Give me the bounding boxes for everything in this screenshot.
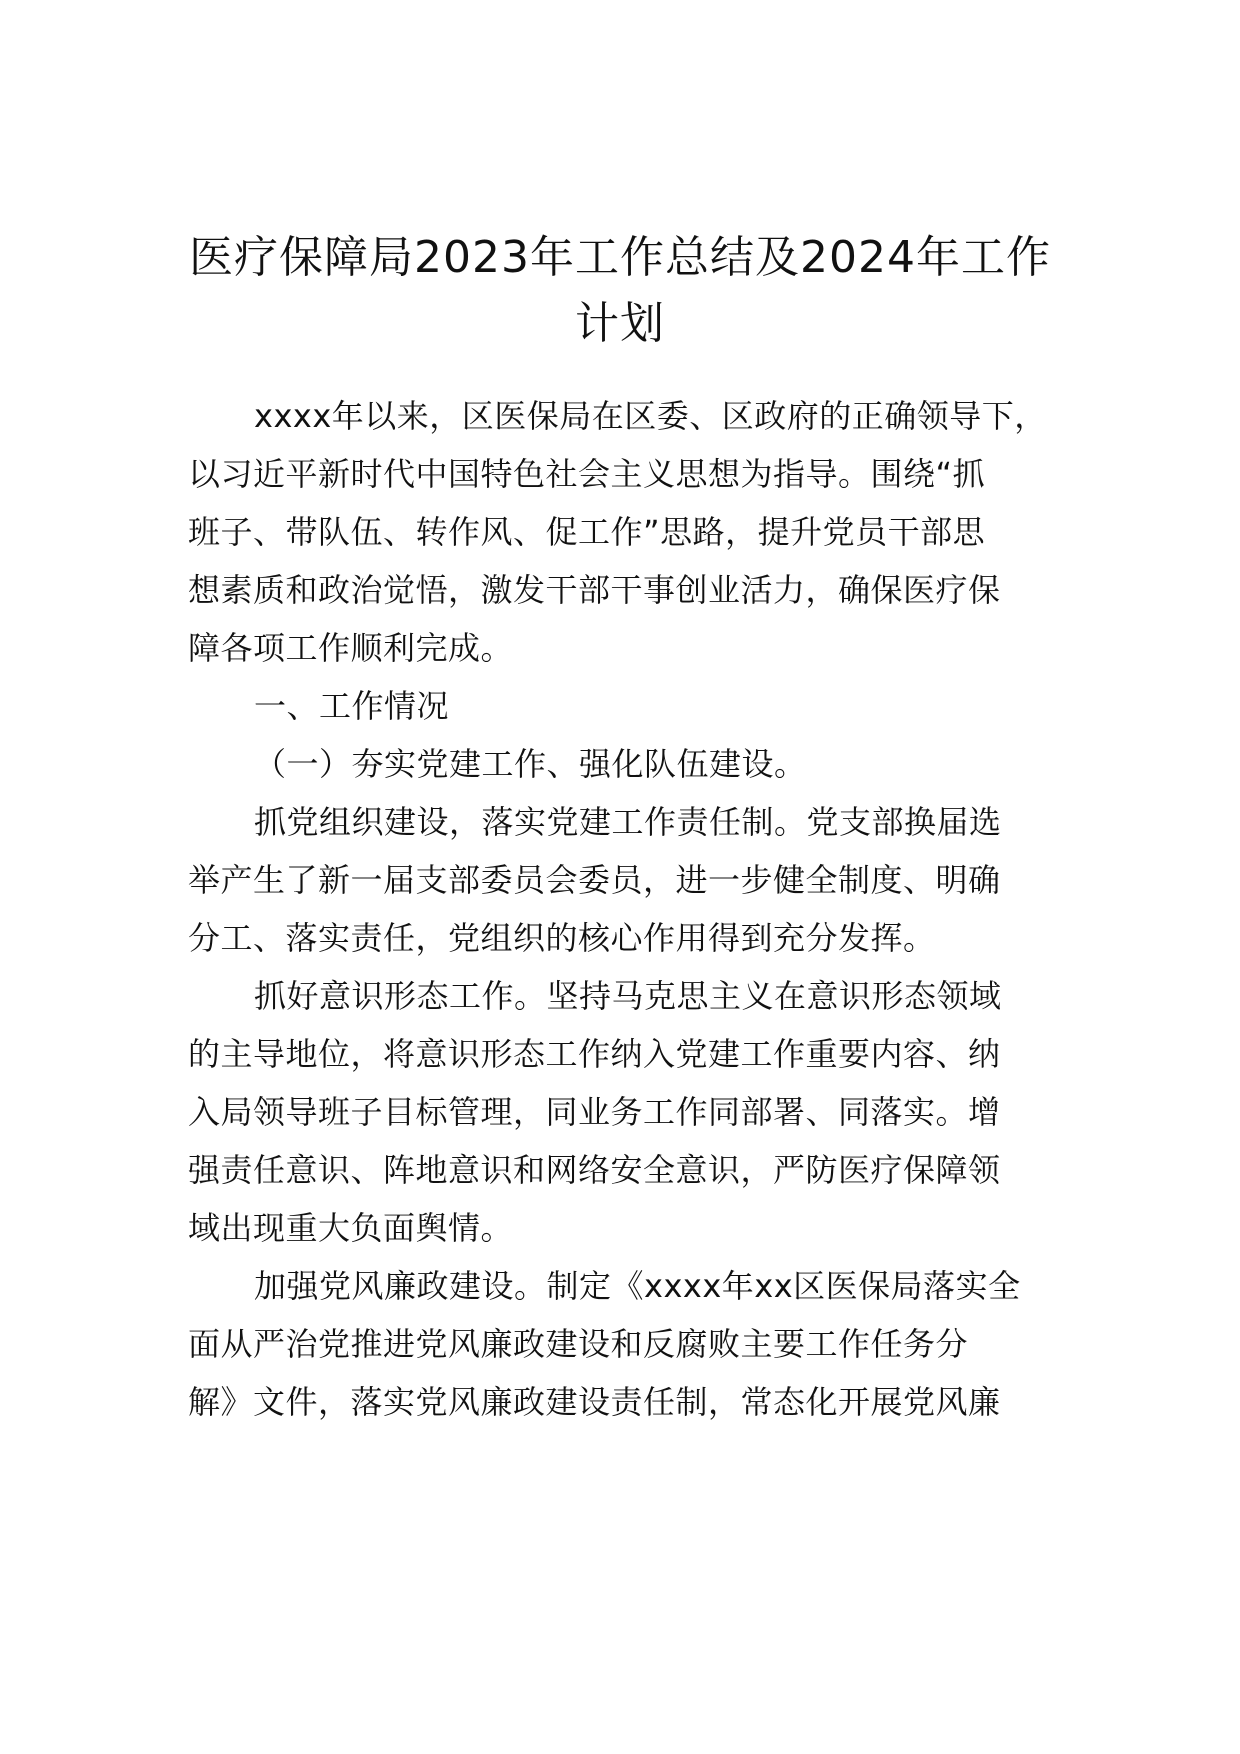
document-title-line-2: 计划: [575, 298, 665, 349]
body-line: 的主导地位，将意识形态工作纳入党建工作重要内容、纳: [188, 1035, 1001, 1073]
body-line: 面从严治党推进党风廉政建设和反腐败主要工作任务分: [188, 1325, 969, 1363]
body-line: 入局领导班子目标管理，同业务工作同部署、同落实。增: [188, 1093, 1001, 1131]
body-line: 分工、落实责任，党组织的核心作用得到充分发挥。: [188, 919, 936, 957]
body-line: 加强党风廉政建设。制定《xxxx年xx区医保局落实全: [254, 1267, 1021, 1305]
body-line: 抓党组织建设，落实党建工作责任制。党支部换届选: [254, 803, 1002, 841]
body-line: xxxx年以来，区医保局在区委、区政府的正确领导下，: [254, 397, 1047, 435]
body-line: 以习近平新时代中国特色社会主义思想为指导。围绕“抓: [188, 455, 986, 493]
body-line: 域出现重大负面舆情。: [188, 1209, 514, 1247]
document-title-line-1: 医疗保障局2023年工作总结及2024年工作: [189, 232, 1051, 283]
body-line: 抓好意识形态工作。坚持马克思主义在意识形态领域: [254, 977, 1002, 1015]
subsection-heading: （一）夯实党建工作、强化队伍建设。: [254, 745, 807, 783]
body-line: 想素质和政治觉悟，激发干部干事创业活力，确保医疗保: [188, 571, 1001, 609]
body-line: 障各项工作顺利完成。: [188, 629, 514, 667]
body-line: 解》文件，落实党风廉政建设责任制，常态化开展党风廉: [188, 1383, 1001, 1421]
body-line: 举产生了新一届支部委员会委员，进一步健全制度、明确: [188, 861, 1001, 899]
section-heading: 一、工作情况: [254, 687, 450, 725]
body-line: 强责任意识、阵地意识和网络安全意识，严防医疗保障领: [188, 1151, 1001, 1189]
body-line: 班子、带队伍、转作风、促工作”思路，提升党员干部思: [188, 513, 986, 551]
